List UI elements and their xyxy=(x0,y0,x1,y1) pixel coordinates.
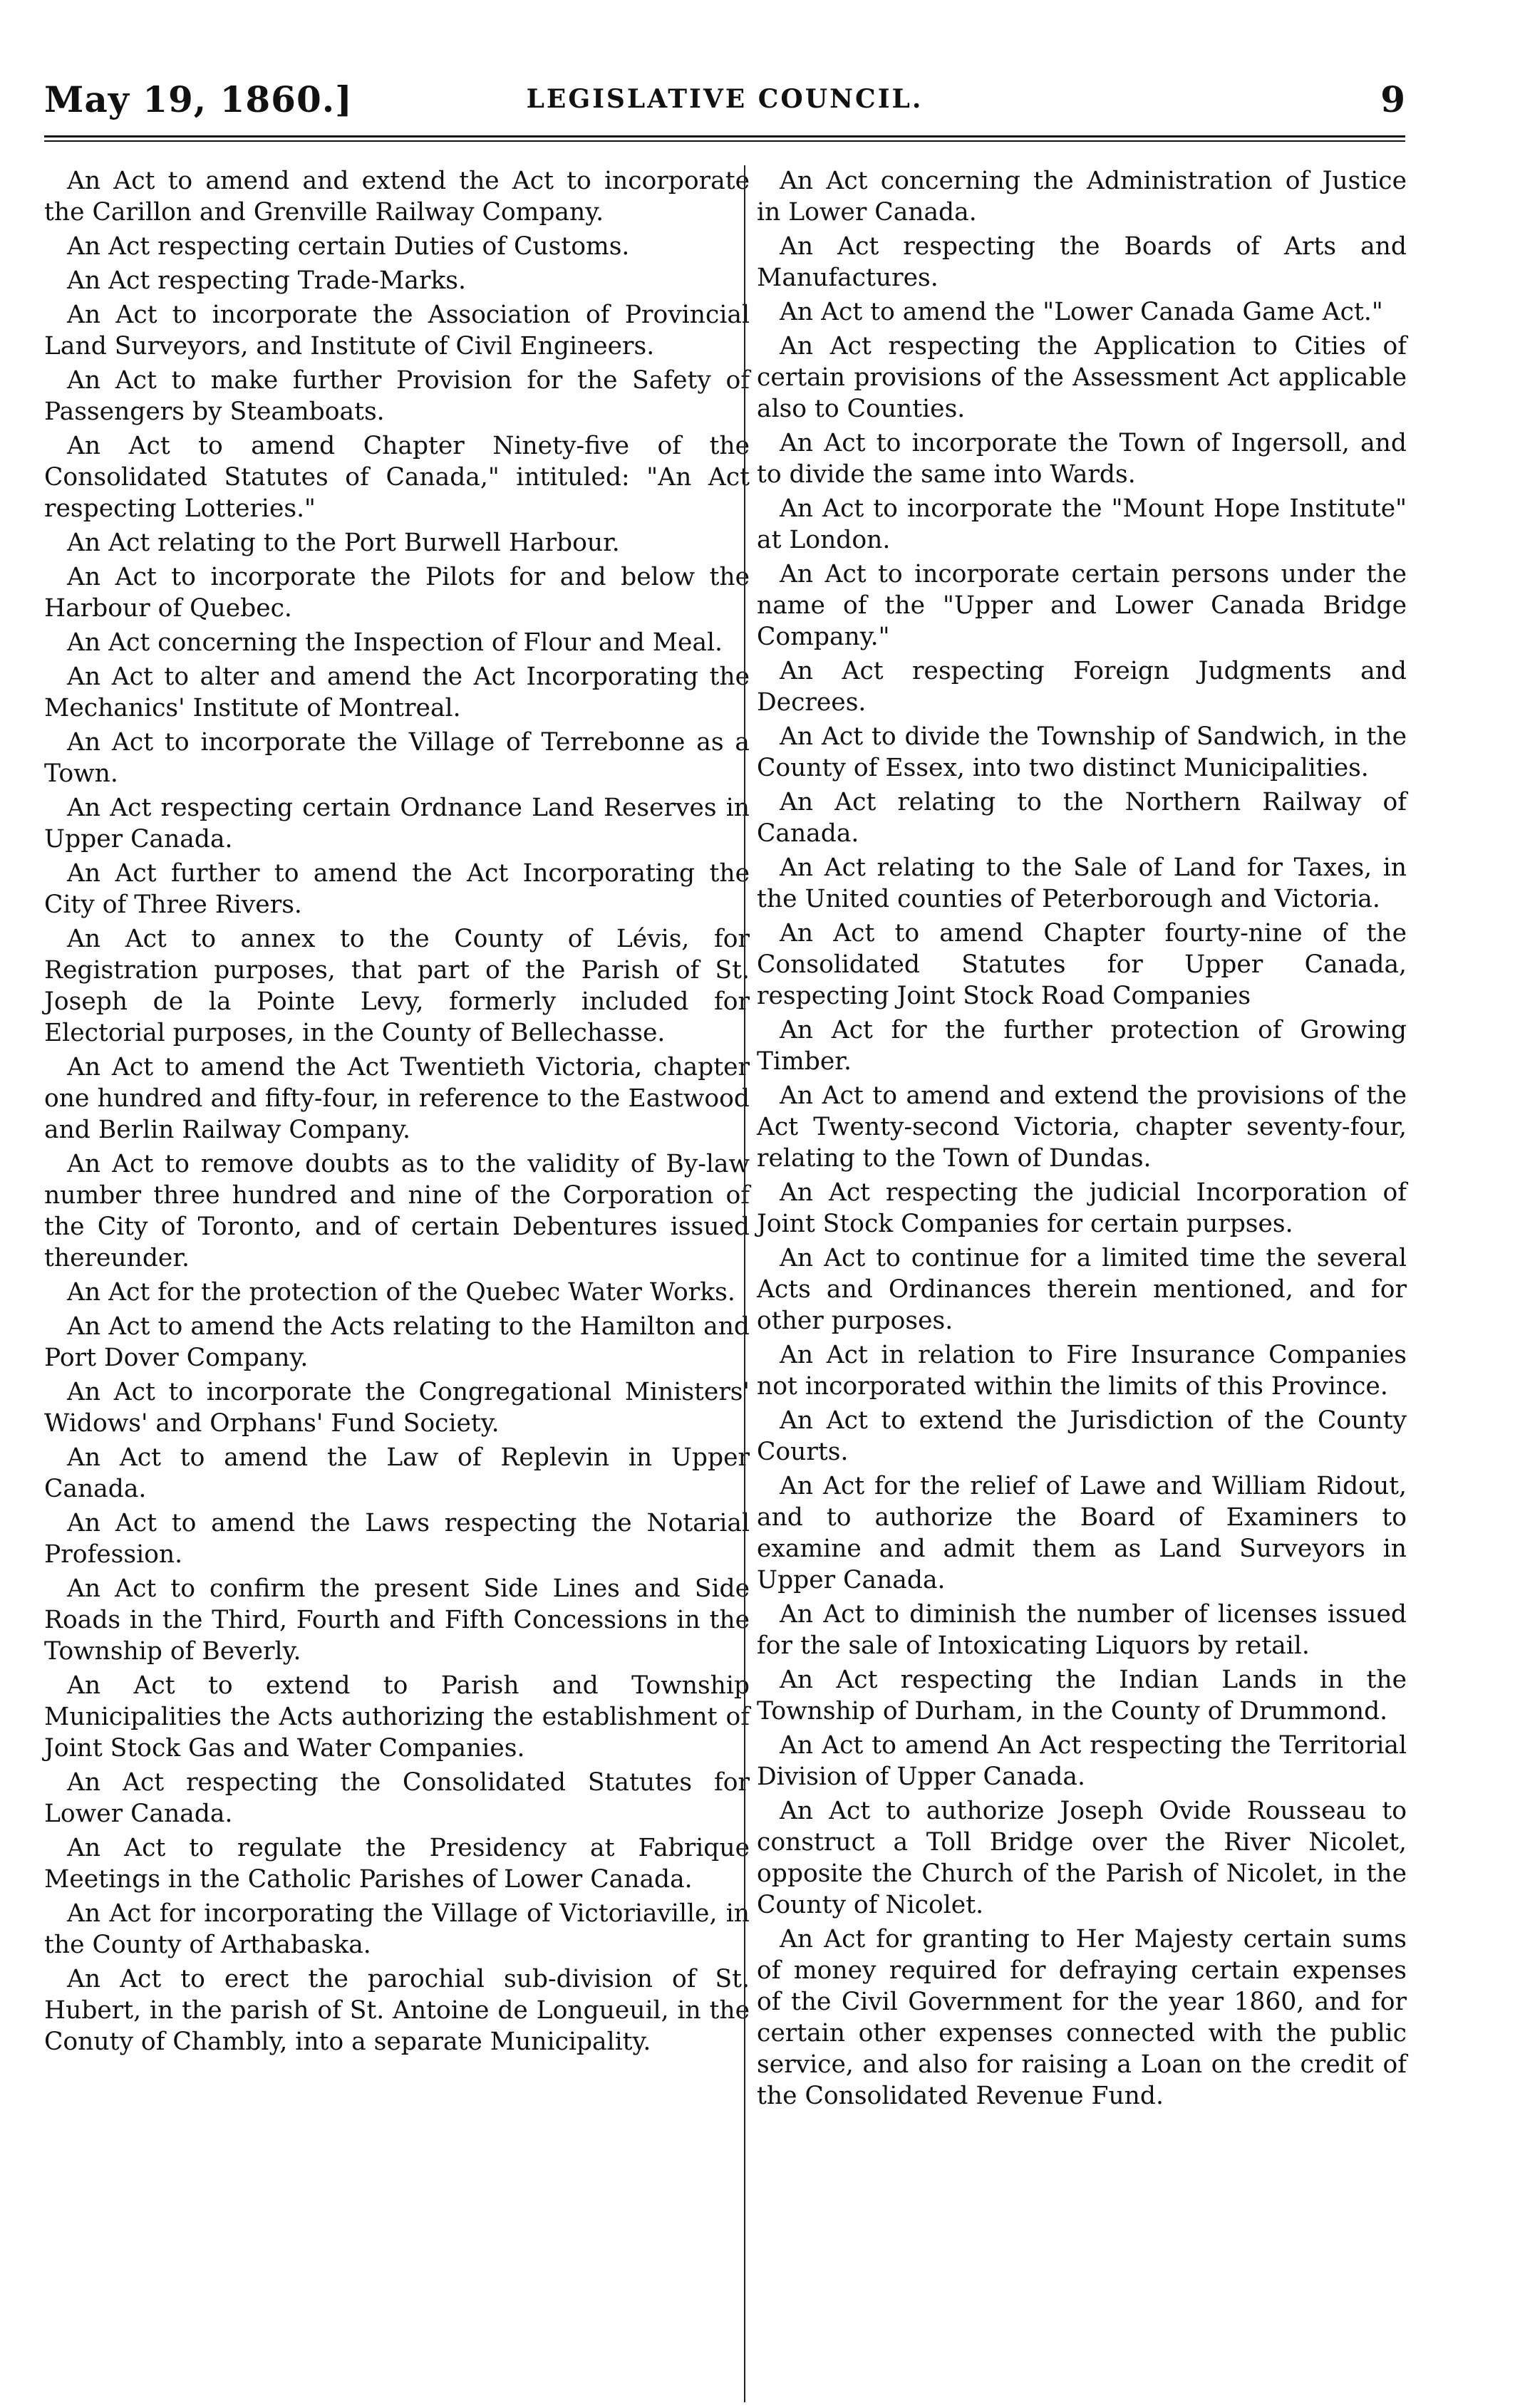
left-column xyxy=(44,165,750,2060)
act-entry: An Act to incorporate the Association of Provincial Land Surveyors, and Institute of Civil Engineers. xyxy=(44,301,750,360)
act-entry: An Act to amend the Law of Replevin in Upper Canada. xyxy=(44,1443,750,1503)
page-header xyxy=(44,78,1405,130)
act-entry: An Act to amend and extend the Act to incorporate the Carillon and Grenville Railway Company. xyxy=(44,167,750,227)
act-entry: An Act to amend the Act Twentieth Victoria, chapter one hundred and fifty-four, in reference to the Eastwood and Berlin Railway Company. xyxy=(44,1053,750,1144)
act-entry: An Act respecting certain Ordnance Land Reserves in Upper Canada. xyxy=(44,794,750,853)
act-entry: An Act to incorporate the Village of Terrebonne as a Town. xyxy=(44,728,750,788)
act-entry: An Act to extend the Jurisdiction of the County Courts. xyxy=(757,1406,1407,1466)
act-entry: An Act respecting the judicial Incorporation of Joint Stock Companies for certain purpses. xyxy=(757,1178,1407,1238)
act-entry: An Act to confirm the present Side Lines and Side Roads in the Third, Fourth and Fifth Concessions in the Township of Beverly. xyxy=(44,1574,750,1666)
act-entry: An Act to amend An Act respecting the Territorial Division of Upper Canada. xyxy=(757,1731,1407,1791)
header-rule-top xyxy=(44,135,1405,137)
header-date: May 19, 1860.] xyxy=(44,78,353,120)
act-entry: An Act to amend Chapter Ninety-five of the Consolidated Statutes of Canada," intituled: "An Act respecting Lotteries." xyxy=(44,432,750,523)
act-entry: An Act to authorize Joseph Ovide Rousseau to construct a Toll Bridge over the River Nicolet, opposite the Church of the Parish of Nicolet, in the County of Nicolet. xyxy=(757,1797,1407,1919)
act-entry: An Act respecting the Consolidated Statutes for Lower Canada. xyxy=(44,1768,750,1828)
act-entry: An Act relating to the Northern Railway of Canada. xyxy=(757,788,1407,848)
act-entry: An Act to incorporate the "Mount Hope Institute" at London. xyxy=(757,494,1407,554)
act-entry: An Act for the further protection of Growing Timber. xyxy=(757,1016,1407,1076)
act-entry: An Act concerning the Inspection of Flour and Meal. xyxy=(67,628,723,657)
act-entry: An Act respecting certain Duties of Customs. xyxy=(67,232,630,261)
act-entry: An Act to divide the Township of Sandwich, in the County of Essex, into two distinct Municipalities. xyxy=(757,722,1407,782)
act-entry: An Act to remove doubts as to the validity of By-law number three hundred and nine of the Corporation of the City of Toronto, and of certain Debentures issued thereunder. xyxy=(44,1150,750,1272)
act-entry: An Act to extend to Parish and Township Municipalities the Acts authorizing the establishment of Joint Stock Gas and Water Companies. xyxy=(44,1671,750,1763)
act-entry: An Act relating to the Port Burwell Harbour. xyxy=(67,529,620,557)
act-entry: An Act to annex to the County of Lévis, for Registration purposes, that part of the Parish of St. Joseph de la Pointe Levy, formerly included for Electorial purposes, in the County of Bellechasse. xyxy=(44,925,750,1047)
act-entry: An Act to make further Provision for the Safety of Passengers by Steamboats. xyxy=(44,366,750,426)
act-entry: An Act to alter and amend the Act Incorporating the Mechanics' Institute of Montreal. xyxy=(44,663,750,722)
act-entry: An Act to diminish the number of licenses issued for the sale of Intoxicating Liquors by retail. xyxy=(757,1600,1407,1660)
act-entry: An Act respecting the Boards of Arts and Manufactures. xyxy=(757,232,1407,292)
act-entry: An Act for granting to Her Majesty certain sums of money required for defraying certain expenses of the Civil Government for the year 1860, and for certain other expenses connected with the public service, and also for raising a Loan on the credit of the Consolidated Revenue Fund. xyxy=(757,1925,1407,2110)
page-number: 9 xyxy=(1380,78,1405,120)
act-entry: An Act further to amend the Act Incorporating the City of Three Rivers. xyxy=(44,859,750,919)
act-entry: An Act to incorporate certain persons under the name of the "Upper and Lower Canada Bridge Company." xyxy=(757,560,1407,651)
act-entry: An Act to incorporate the Town of Ingersoll, and to divide the same into Wards. xyxy=(757,429,1407,489)
act-entry: An Act to amend the "Lower Canada Game Act." xyxy=(780,298,1383,326)
act-entry: An Act respecting the Indian Lands in the Township of Durham, in the County of Drummond. xyxy=(757,1666,1407,1725)
right-column xyxy=(757,165,1407,2114)
act-entry: An Act to amend the Laws respecting the Notarial Profession. xyxy=(44,1509,750,1569)
act-entry: An Act concerning the Administration of Justice in Lower Canada. xyxy=(757,167,1407,227)
column-divider xyxy=(744,165,745,2402)
act-entry: An Act in relation to Fire Insurance Companies not incorporated within the limits of this Province. xyxy=(757,1341,1407,1401)
act-entry: An Act to amend the Acts relating to the Hamilton and Port Dover Company. xyxy=(44,1312,750,1372)
act-entry: An Act for the relief of Lawe and William Ridout, and to authorize the Board of Examiners to examine and admit them as Land Surveyors in Upper Canada. xyxy=(757,1472,1407,1594)
act-entry: An Act respecting Foreign Judgments and Decrees. xyxy=(757,657,1407,717)
act-entry: An Act to amend Chapter fourty-nine of the Consolidated Statutes for Upper Canada, respecting Joint Stock Road Companies xyxy=(757,919,1407,1010)
act-entry: An Act to incorporate the Pilots for and below the Harbour of Quebec. xyxy=(44,563,750,623)
act-entry: An Act to incorporate the Congregational Ministers' Widows' and Orphans' Fund Society. xyxy=(44,1378,750,1438)
act-entry: An Act for the protection of the Quebec Water Works. xyxy=(67,1278,735,1307)
act-entry: An Act for incorporating the Village of Victoriaville, in the County of Arthabaska. xyxy=(44,1899,750,1959)
act-entry: An Act to amend and extend the provisions of the Act Twenty-second Victoria, chapter seventy-four, relating to the Town of Dundas. xyxy=(757,1081,1407,1173)
act-entry: An Act respecting Trade-Marks. xyxy=(67,266,466,295)
act-entry: An Act relating to the Sale of Land for Taxes, in the United counties of Peterborough and Victoria. xyxy=(757,853,1407,913)
act-entry: An Act respecting the Application to Cities of certain provisions of the Assessment Act applicable also to Counties. xyxy=(757,332,1407,423)
act-entry: An Act to continue for a limited time the several Acts and Ordinances therein mentioned, and for other purposes. xyxy=(757,1244,1407,1335)
header-title: LEGISLATIVE COUNCIL. xyxy=(526,84,924,114)
act-entry: An Act to erect the parochial sub-division of St. Hubert, in the parish of St. Antoine de Longueuil, in the Conuty of Chambly, into a separate Municipality. xyxy=(44,1965,750,2056)
header-rule-bottom xyxy=(44,140,1405,142)
act-entry: An Act to regulate the Presidency at Fabrique Meetings in the Catholic Parishes of Lower Canada. xyxy=(44,1834,750,1894)
